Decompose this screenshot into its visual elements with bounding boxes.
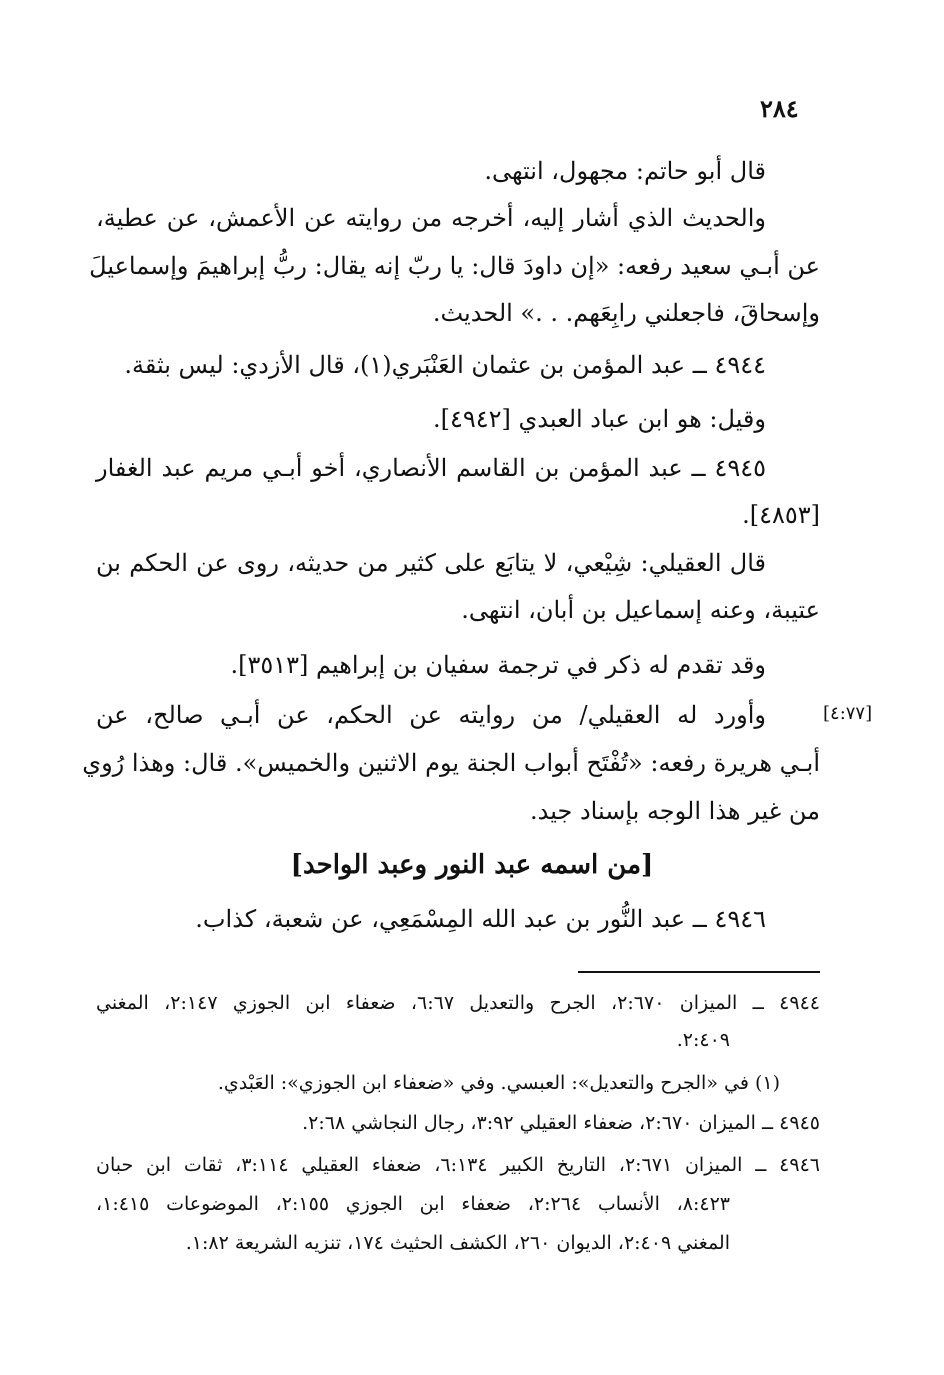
footnote-line: ٨:٤٢٣، الأنساب ٢:٢٦٤، ضعفاء ابن الجوزي ٢:١٥٥، الموضوعات ١:٤١٥، bbox=[96, 1193, 730, 1215]
text-line: وقيل: هو ابن عباد العبدي [٤٩٤٢]. bbox=[432, 405, 766, 433]
text-line: [٤٨٥٣]. bbox=[742, 501, 820, 529]
text-line: وأورد له العقيلي/ من روايته عن الحكم، عن أبـي صالح، عن bbox=[96, 701, 766, 729]
margin-reference: [٤:٧٧] bbox=[823, 703, 873, 724]
text-line: وقد تقدم له ذكر في ترجمة سفيان بن إبراهيم [٣٥١٣]. bbox=[230, 651, 766, 679]
footnote-separator bbox=[578, 971, 820, 973]
text-line: قال أبو حاتم: مجهول، انتهى. bbox=[484, 157, 766, 185]
entry-4944: ٤٩٤٤ ــ عبد المؤمن بن عثمان العَنْبَري(١)، قال الأزدي: ليس بثقة. bbox=[124, 351, 766, 379]
text-line: عن أبـي سعيد رفعه: «إن داودَ قال: يا ربّ إنه يقال: ربُّ إبراهيمَ وإسماعيلَ bbox=[89, 252, 820, 280]
text-line: قال العقيلي: شِيْعي، لا يتابَع على كثير من حديثه، روى عن الحكم بن bbox=[96, 549, 766, 577]
text-line: من غير هذا الوجه بإسناد جيد. bbox=[530, 797, 820, 825]
section-heading: [من اسمه عبد النور وعبد الواحد] bbox=[290, 850, 654, 880]
footnote-line: ٢:٤٠٩. bbox=[676, 1029, 730, 1051]
text-line: وإسحاقَ، فاجعلني رابِعَهم. . .» الحديث. bbox=[432, 299, 820, 327]
text-line: عتيبة، وعنه إسماعيل بن أبان، انتهى. bbox=[461, 596, 820, 624]
entry-4946: ٤٩٤٦ ــ عبد النُّور بن عبد الله المِسْمَعِي، عن شعبة، كذاب. bbox=[195, 905, 766, 933]
footnote-line: (١) في «الجرح والتعديل»: العبسي. وفي «ضعفاء ابن الجوزي»: العَبْدي. bbox=[217, 1072, 780, 1094]
footnote-line: ٤٩٤٤ ــ الميزان ٢:٦٧٠، الجرح والتعديل ٦:٦٧، ضعفاء ابن الجوزي ٢:١٤٧، المغني bbox=[96, 992, 820, 1014]
text-line: أبـي هريرة رفعه: «تُفْتَح أبواب الجنة يوم الاثنين والخميس». قال: وهذا رُوي bbox=[82, 749, 820, 777]
footnote-line: ٤٩٤٦ ــ الميزان ٢:٦٧١، التاريخ الكبير ٦:١٣٤، ضعفاء العقيلي ٣:١١٤، ثقات ابن حبان bbox=[96, 1154, 820, 1176]
footnote-line: المغني ٢:٤٠٩، الديوان ٢٦٠، الكشف الحثيث ١٧٤، تنزيه الشريعة ١:٨٢. bbox=[185, 1232, 730, 1254]
footnote-line: ٤٩٤٥ ــ الميزان ٢:٦٧٠، ضعفاء العقيلي ٣:٩٢، رجال النجاشي ٢:٦٨. bbox=[302, 1112, 820, 1134]
text-line: والحديث الذي أشار إليه، أخرجه من روايته عن الأعمش، عن عطية، bbox=[96, 204, 766, 232]
page-number: ٢٨٤ bbox=[760, 94, 799, 123]
entry-4945: ٤٩٤٥ ــ عبد المؤمن بن القاسم الأنصاري، أخو أبـي مريم عبد الغفار bbox=[96, 454, 766, 482]
